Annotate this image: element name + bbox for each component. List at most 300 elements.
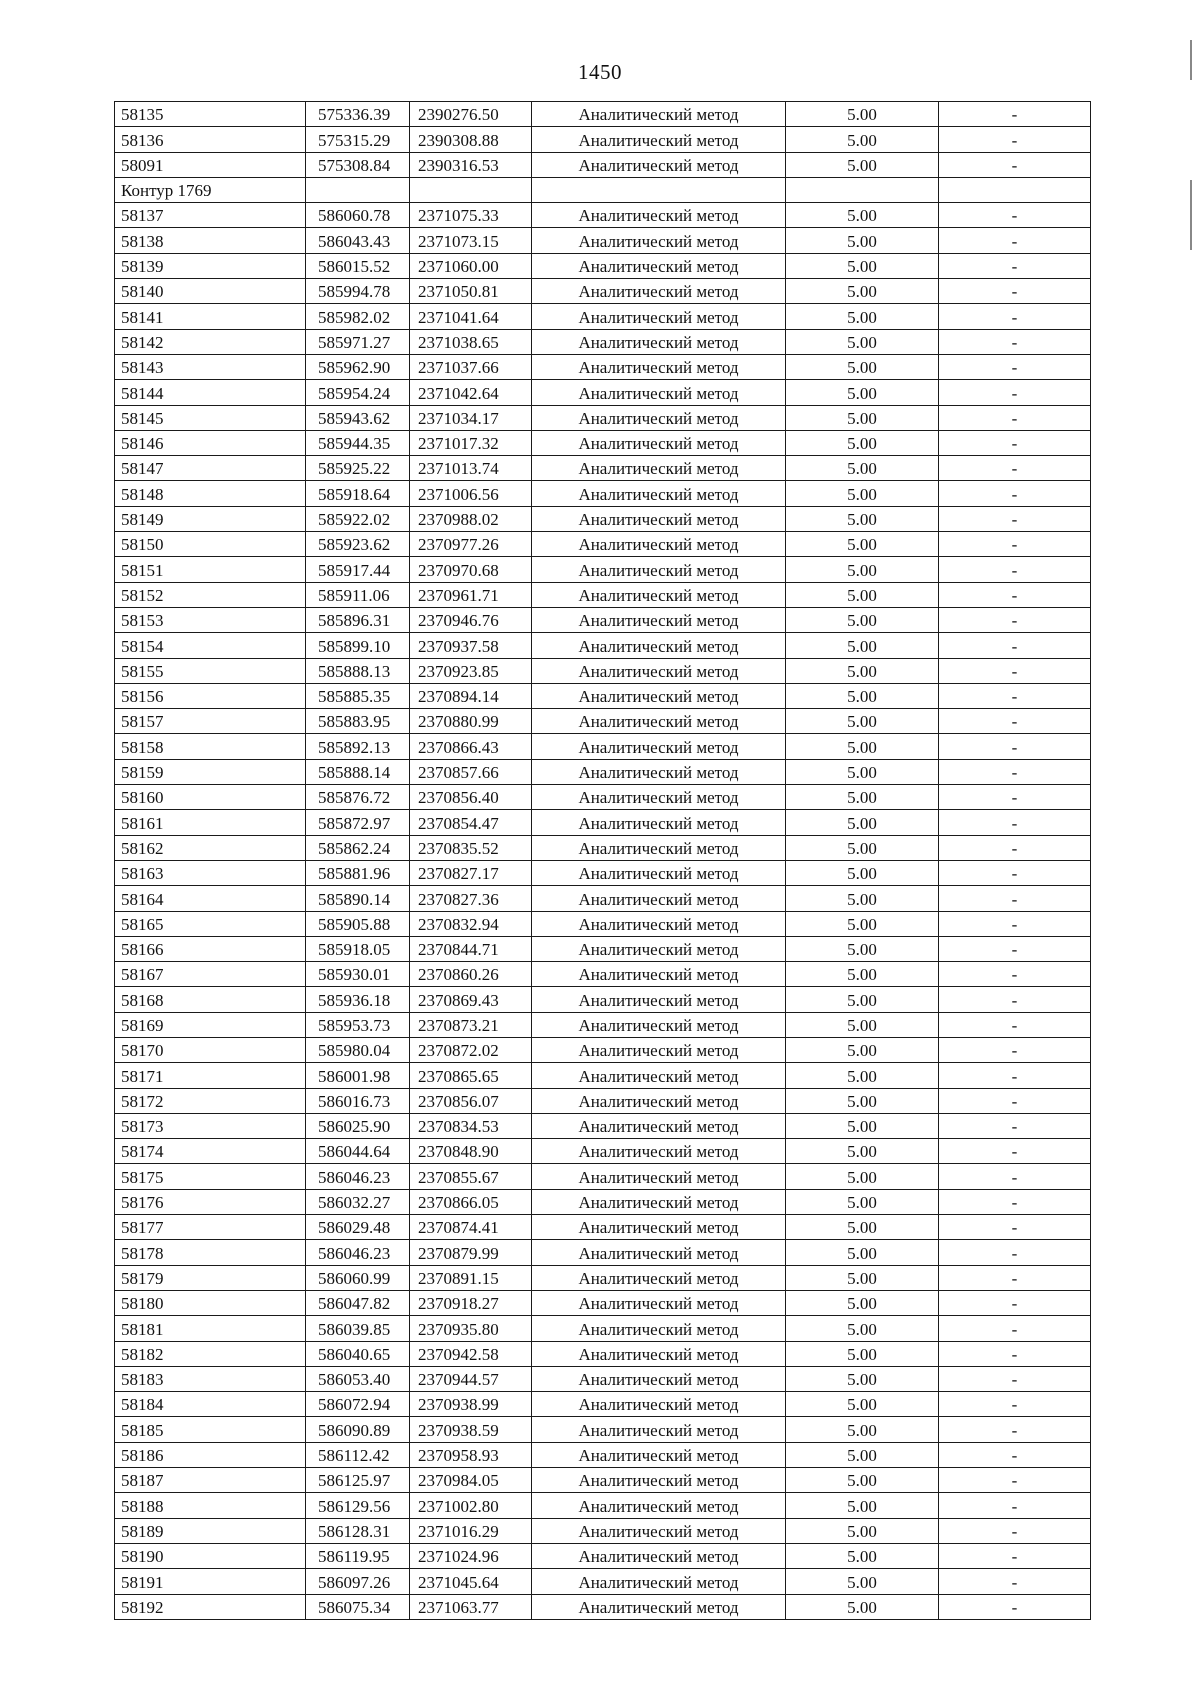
x-coordinate-cell [306,177,410,202]
point-id-cell: 58158 [115,734,306,759]
method-cell: Аналитический метод [532,228,786,253]
x-coordinate-cell: 585922.02 [306,506,410,531]
point-id-cell: 58191 [115,1569,306,1594]
y-coordinate-cell: 2370938.59 [410,1417,532,1442]
y-coordinate-cell: 2371016.29 [410,1518,532,1543]
method-cell: Аналитический метод [532,203,786,228]
method-cell: Аналитический метод [532,683,786,708]
note-cell: - [939,481,1091,506]
table-row [115,607,1091,632]
y-coordinate-cell: 2371037.66 [410,354,532,379]
point-id-cell: 58166 [115,936,306,961]
y-coordinate-cell: 2370942.58 [410,1341,532,1366]
x-coordinate-cell: 586119.95 [306,1543,410,1568]
point-id-cell: 58183 [115,1366,306,1391]
y-coordinate-cell: 2370827.17 [410,860,532,885]
method-cell: Аналитический метод [532,1012,786,1037]
y-coordinate-cell: 2370865.65 [410,1063,532,1088]
accuracy-cell: 5.00 [786,456,939,481]
point-id-cell: 58168 [115,987,306,1012]
y-coordinate-cell: 2371042.64 [410,380,532,405]
y-coordinate-cell: 2370856.40 [410,785,532,810]
table-row [115,102,1091,127]
table-row [115,532,1091,557]
accuracy-cell: 5.00 [786,1189,939,1214]
point-id-cell: 58155 [115,658,306,683]
accuracy-cell: 5.00 [786,911,939,936]
method-cell: Аналитический метод [532,658,786,683]
accuracy-cell: 5.00 [786,304,939,329]
accuracy-cell: 5.00 [786,936,939,961]
method-cell [532,177,786,202]
y-coordinate-cell: 2370935.80 [410,1316,532,1341]
point-id-cell: 58149 [115,506,306,531]
table-row [115,1265,1091,1290]
table-row [115,1189,1091,1214]
y-coordinate-cell: 2370958.93 [410,1442,532,1467]
note-cell: - [939,987,1091,1012]
note-cell: - [939,785,1091,810]
method-cell: Аналитический метод [532,810,786,835]
method-cell: Аналитический метод [532,911,786,936]
x-coordinate-cell: 586047.82 [306,1290,410,1315]
table-row [115,709,1091,734]
y-coordinate-cell: 2370970.68 [410,557,532,582]
note-cell: - [939,1189,1091,1214]
x-coordinate-cell: 575308.84 [306,152,410,177]
x-coordinate-cell: 585994.78 [306,279,410,304]
table-row [115,835,1091,860]
accuracy-cell: 5.00 [786,785,939,810]
x-coordinate-cell: 585917.44 [306,557,410,582]
y-coordinate-cell: 2371017.32 [410,430,532,455]
table-row [115,1012,1091,1037]
note-cell: - [939,1543,1091,1568]
method-cell: Аналитический метод [532,456,786,481]
table-row [115,1543,1091,1568]
accuracy-cell: 5.00 [786,279,939,304]
method-cell: Аналитический метод [532,506,786,531]
table-row [115,557,1091,582]
x-coordinate-cell: 585872.97 [306,810,410,835]
point-id-cell: 58180 [115,1290,306,1315]
method-cell: Аналитический метод [532,354,786,379]
note-cell: - [939,279,1091,304]
x-coordinate-cell: 586029.48 [306,1215,410,1240]
table-row [115,1139,1091,1164]
point-id-cell: 58091 [115,152,306,177]
table-row [115,582,1091,607]
point-id-cell: 58176 [115,1189,306,1214]
note-cell: - [939,1164,1091,1189]
point-id-cell: 58147 [115,456,306,481]
accuracy-cell: 5.00 [786,1543,939,1568]
table-row [115,658,1091,683]
note-cell: - [939,633,1091,658]
note-cell: - [939,1265,1091,1290]
table-row [115,1468,1091,1493]
point-id-cell: 58162 [115,835,306,860]
note-cell: - [939,1113,1091,1138]
accuracy-cell: 5.00 [786,1037,939,1062]
y-coordinate-cell: 2371075.33 [410,203,532,228]
note-cell: - [939,102,1091,127]
note-cell: - [939,253,1091,278]
x-coordinate-cell: 585918.64 [306,481,410,506]
table-row [115,329,1091,354]
accuracy-cell: 5.00 [786,1265,939,1290]
method-cell: Аналитический метод [532,1088,786,1113]
coordinates-table-wrapper [114,101,1090,1620]
accuracy-cell: 5.00 [786,633,939,658]
point-id-cell: 58172 [115,1088,306,1113]
scan-edge-mark [1190,180,1192,250]
y-coordinate-cell: 2370857.66 [410,759,532,784]
accuracy-cell: 5.00 [786,557,939,582]
accuracy-cell: 5.00 [786,607,939,632]
table-row [115,886,1091,911]
table-row [115,785,1091,810]
x-coordinate-cell: 585888.14 [306,759,410,784]
y-coordinate-cell: 2370832.94 [410,911,532,936]
table-row [115,759,1091,784]
table-row [115,279,1091,304]
method-cell: Аналитический метод [532,1215,786,1240]
note-cell: - [939,1594,1091,1619]
point-id-cell: 58138 [115,228,306,253]
point-id-cell: 58167 [115,962,306,987]
y-coordinate-cell: 2390276.50 [410,102,532,127]
method-cell: Аналитический метод [532,1366,786,1391]
note-cell: - [939,1468,1091,1493]
point-id-cell: 58153 [115,607,306,632]
note-cell: - [939,658,1091,683]
method-cell: Аналитический метод [532,1113,786,1138]
x-coordinate-cell: 585980.04 [306,1037,410,1062]
x-coordinate-cell: 585944.35 [306,430,410,455]
method-cell: Аналитический метод [532,127,786,152]
point-id-cell: 58177 [115,1215,306,1240]
note-cell: - [939,152,1091,177]
note-cell: - [939,557,1091,582]
x-coordinate-cell: 575336.39 [306,102,410,127]
accuracy-cell: 5.00 [786,860,939,885]
x-coordinate-cell: 585962.90 [306,354,410,379]
y-coordinate-cell: 2370866.05 [410,1189,532,1214]
x-coordinate-cell: 586015.52 [306,253,410,278]
x-coordinate-cell: 585862.24 [306,835,410,860]
x-coordinate-cell: 586129.56 [306,1493,410,1518]
point-id-cell: 58151 [115,557,306,582]
x-coordinate-cell: 586075.34 [306,1594,410,1619]
y-coordinate-cell: 2370961.71 [410,582,532,607]
accuracy-cell: 5.00 [786,683,939,708]
method-cell: Аналитический метод [532,1265,786,1290]
table-row [115,1240,1091,1265]
method-cell: Аналитический метод [532,1518,786,1543]
note-cell: - [939,1012,1091,1037]
accuracy-cell: 5.00 [786,354,939,379]
x-coordinate-cell: 586072.94 [306,1392,410,1417]
y-coordinate-cell: 2370944.57 [410,1366,532,1391]
accuracy-cell: 5.00 [786,1493,939,1518]
x-coordinate-cell: 575315.29 [306,127,410,152]
accuracy-cell: 5.00 [786,810,939,835]
method-cell: Аналитический метод [532,886,786,911]
accuracy-cell: 5.00 [786,506,939,531]
note-cell: - [939,582,1091,607]
x-coordinate-cell: 585888.13 [306,658,410,683]
note-cell: - [939,886,1091,911]
table-row [115,1037,1091,1062]
x-coordinate-cell: 586025.90 [306,1113,410,1138]
table-row [115,683,1091,708]
point-id-cell: 58175 [115,1164,306,1189]
method-cell: Аналитический метод [532,734,786,759]
y-coordinate-cell: 2370844.71 [410,936,532,961]
x-coordinate-cell: 586046.23 [306,1240,410,1265]
x-coordinate-cell: 586060.99 [306,1265,410,1290]
x-coordinate-cell: 585896.31 [306,607,410,632]
accuracy-cell: 5.00 [786,1088,939,1113]
table-row [115,481,1091,506]
accuracy-cell: 5.00 [786,1341,939,1366]
note-cell: - [939,228,1091,253]
note-cell: - [939,1442,1091,1467]
y-coordinate-cell: 2370894.14 [410,683,532,708]
x-coordinate-cell: 585925.22 [306,456,410,481]
accuracy-cell: 5.00 [786,1139,939,1164]
x-coordinate-cell: 586032.27 [306,1189,410,1214]
x-coordinate-cell: 586043.43 [306,228,410,253]
y-coordinate-cell: 2370855.67 [410,1164,532,1189]
x-coordinate-cell: 586125.97 [306,1468,410,1493]
point-id-cell: 58139 [115,253,306,278]
point-id-cell: 58142 [115,329,306,354]
point-id-cell: 58144 [115,380,306,405]
accuracy-cell: 5.00 [786,127,939,152]
x-coordinate-cell: 585936.18 [306,987,410,1012]
accuracy-cell: 5.00 [786,1594,939,1619]
method-cell: Аналитический метод [532,936,786,961]
x-coordinate-cell: 586128.31 [306,1518,410,1543]
method-cell: Аналитический метод [532,759,786,784]
note-cell: - [939,1063,1091,1088]
table-row [115,1316,1091,1341]
note-cell: - [939,405,1091,430]
point-id-cell: 58146 [115,430,306,455]
table-row [115,127,1091,152]
table-row [115,228,1091,253]
table-row [115,633,1091,658]
accuracy-cell: 5.00 [786,1290,939,1315]
method-cell: Аналитический метод [532,253,786,278]
y-coordinate-cell: 2370879.99 [410,1240,532,1265]
method-cell: Аналитический метод [532,1543,786,1568]
x-coordinate-cell: 586090.89 [306,1417,410,1442]
page-number: 1450 [578,60,622,84]
point-id-cell: 58154 [115,633,306,658]
x-coordinate-cell: 585883.95 [306,709,410,734]
note-cell: - [939,1366,1091,1391]
point-id-cell: 58171 [115,1063,306,1088]
x-coordinate-cell: 586044.64 [306,1139,410,1164]
method-cell: Аналитический метод [532,329,786,354]
accuracy-cell: 5.00 [786,987,939,1012]
point-id-cell: 58170 [115,1037,306,1062]
point-id-cell: 58173 [115,1113,306,1138]
accuracy-cell: 5.00 [786,405,939,430]
accuracy-cell: 5.00 [786,1442,939,1467]
note-cell: - [939,430,1091,455]
contour-header-row [115,177,1091,202]
point-id-cell: 58187 [115,1468,306,1493]
point-id-cell: 58160 [115,785,306,810]
method-cell: Аналитический метод [532,405,786,430]
x-coordinate-cell: 586053.40 [306,1366,410,1391]
note-cell: - [939,734,1091,759]
point-id-cell: 58150 [115,532,306,557]
method-cell: Аналитический метод [532,1468,786,1493]
note-cell: - [939,329,1091,354]
coordinates-table [114,101,1091,1620]
table-row [115,1392,1091,1417]
point-id-cell: 58182 [115,1341,306,1366]
x-coordinate-cell: 586040.65 [306,1341,410,1366]
table-row [115,253,1091,278]
point-id-cell: 58148 [115,481,306,506]
table-row [115,1215,1091,1240]
x-coordinate-cell: 585953.73 [306,1012,410,1037]
y-coordinate-cell: 2371024.96 [410,1543,532,1568]
table-row [115,380,1091,405]
method-cell: Аналитический метод [532,152,786,177]
method-cell: Аналитический метод [532,1442,786,1467]
accuracy-cell: 5.00 [786,1012,939,1037]
method-cell: Аналитический метод [532,835,786,860]
y-coordinate-cell: 2370835.52 [410,835,532,860]
accuracy-cell: 5.00 [786,1240,939,1265]
method-cell: Аналитический метод [532,1417,786,1442]
x-coordinate-cell: 586016.73 [306,1088,410,1113]
note-cell: - [939,1037,1091,1062]
y-coordinate-cell: 2390308.88 [410,127,532,152]
note-cell: - [939,1341,1091,1366]
note-cell: - [939,835,1091,860]
note-cell: - [939,1493,1091,1518]
point-id-cell: 58169 [115,1012,306,1037]
table-row [115,1088,1091,1113]
table-row [115,911,1091,936]
method-cell: Аналитический метод [532,709,786,734]
accuracy-cell: 5.00 [786,835,939,860]
note-cell: - [939,1088,1091,1113]
accuracy-cell: 5.00 [786,658,939,683]
note-cell: - [939,709,1091,734]
point-id-cell: 58192 [115,1594,306,1619]
accuracy-cell: 5.00 [786,1569,939,1594]
point-id-cell: 58161 [115,810,306,835]
note-cell: - [939,456,1091,481]
accuracy-cell: 5.00 [786,759,939,784]
note-cell: - [939,1569,1091,1594]
x-coordinate-cell: 585954.24 [306,380,410,405]
table-row [115,1366,1091,1391]
point-id-cell: 58140 [115,279,306,304]
note-cell: - [939,1392,1091,1417]
note-cell: - [939,860,1091,885]
x-coordinate-cell: 585943.62 [306,405,410,430]
table-row [115,456,1091,481]
x-coordinate-cell: 586039.85 [306,1316,410,1341]
y-coordinate-cell: 2370937.58 [410,633,532,658]
method-cell: Аналитический метод [532,1037,786,1062]
method-cell: Аналитический метод [532,607,786,632]
note-cell: - [939,962,1091,987]
note-cell: - [939,203,1091,228]
method-cell: Аналитический метод [532,1063,786,1088]
method-cell: Аналитический метод [532,1493,786,1518]
y-coordinate-cell: 2370874.41 [410,1215,532,1240]
y-coordinate-cell: 2370984.05 [410,1468,532,1493]
method-cell: Аналитический метод [532,532,786,557]
note-cell: - [939,936,1091,961]
table-row [115,1417,1091,1442]
accuracy-cell: 5.00 [786,253,939,278]
y-coordinate-cell: 2370988.02 [410,506,532,531]
note-cell: - [939,304,1091,329]
table-row [115,962,1091,987]
table-row [115,405,1091,430]
y-coordinate-cell: 2371041.64 [410,304,532,329]
y-coordinate-cell: 2370860.26 [410,962,532,987]
method-cell: Аналитический метод [532,481,786,506]
point-id-cell: 58189 [115,1518,306,1543]
accuracy-cell: 5.00 [786,329,939,354]
point-id-cell: 58190 [115,1543,306,1568]
method-cell: Аналитический метод [532,102,786,127]
y-coordinate-cell: 2370869.43 [410,987,532,1012]
x-coordinate-cell: 586097.26 [306,1569,410,1594]
table-row [115,203,1091,228]
note-cell: - [939,1290,1091,1315]
point-id-cell: 58186 [115,1442,306,1467]
accuracy-cell: 5.00 [786,1366,939,1391]
y-coordinate-cell: 2371050.81 [410,279,532,304]
x-coordinate-cell: 585971.27 [306,329,410,354]
point-id-cell: 58181 [115,1316,306,1341]
table-row [115,1493,1091,1518]
table-body [115,102,1091,1620]
table-row [115,936,1091,961]
accuracy-cell: 5.00 [786,203,939,228]
table-row [115,152,1091,177]
x-coordinate-cell: 585881.96 [306,860,410,885]
accuracy-cell: 5.00 [786,1468,939,1493]
method-cell: Аналитический метод [532,1594,786,1619]
y-coordinate-cell: 2370946.76 [410,607,532,632]
table-row [115,734,1091,759]
note-cell: - [939,380,1091,405]
note-cell: - [939,1240,1091,1265]
x-coordinate-cell: 586060.78 [306,203,410,228]
point-id-cell: 58159 [115,759,306,784]
x-coordinate-cell: 585876.72 [306,785,410,810]
point-id-cell: 58174 [115,1139,306,1164]
method-cell: Аналитический метод [532,1569,786,1594]
x-coordinate-cell: 585892.13 [306,734,410,759]
table-row [115,987,1091,1012]
